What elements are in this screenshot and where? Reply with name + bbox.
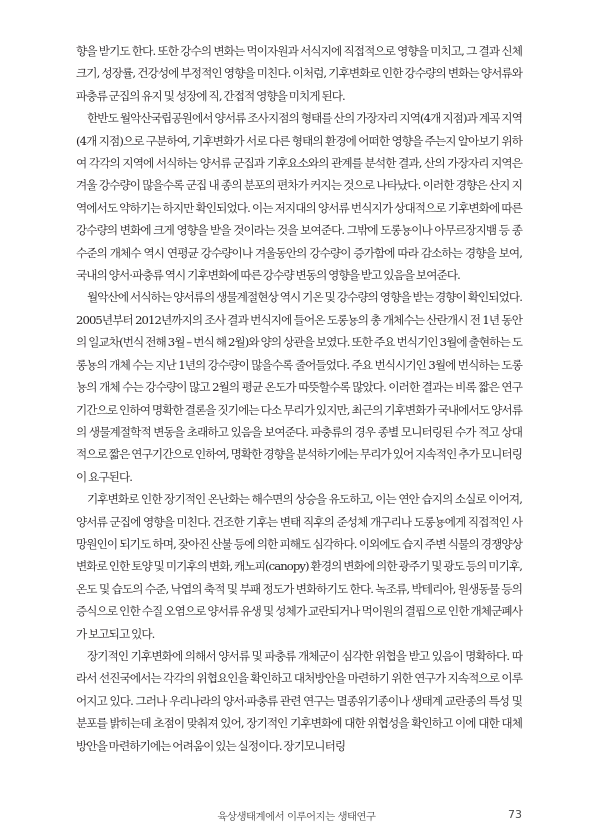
paragraph-1: 향을 받기도 한다. 또한 강수의 변화는 먹이자원과 서식지에 직접적으로 영향을 미치고, 그 결과 신체크기, 성장률, 건강성에 부정적인 영향을 미친다. 이처럼, 기후변화로 인한 강수량의 변화는 양서류와 파충류 군집의 유지 및 성장에 직, 간접적 영향을 미치게 된다. — [76, 44, 522, 103]
paragraph-5: 장기적인 기후변화에 의해서 양서류 및 파충류 개체군이 심각한 위협을 받고 있음이 명확하다. 따라서 선진국에서는 각각의 위협요인을 확인하고 대처방안을 마련하기 위한 연구가 지속적으로 이루어지고 있다. 그러나 우리나라의 양서·파충류 관련 연구는 멸종위기종이나 생태계 교란종의 특성 및 분포를 밝히는데 초점이 맞춰져 있어, 장기적인 기후변화에 대한 위협성을 확인하고 이에 대한 대체방안을 마련하기에는 어려움이 있는 실정이다. 장기모니터링 — [76, 648, 522, 753]
running-footer-title: 육상생태계에서 이루어지는 생태연구 — [217, 811, 376, 823]
body-text — [76, 40, 522, 757]
paragraph-4: 기후변화로 인한 장기적인 온난화는 해수면의 상승을 유도하고, 이는 연안 습지의 소실로 이어져, 양서류 군집에 영향을 미친다. 건조한 기후는 변태 직후의 준성체 개구리나 도롱뇽에게 직접적인 사망원인이 되기도 하며, 잦아진 산불 등에 의한 피해도 심각하다. 이외에도 습지 주변 식물의 경쟁양상 변화로 인한 토양 및 미기후의 변화, 캐노피(canopy) 환경의 변화에 의한 광주기 및 광도 등의 미기후, 온도 및 습도의 수준, 낙엽의 축적 및 부패 정도가 변화하기도 한다. 녹조류, 박테리아, 원생동물 등의 증식으로 인한 수질 오염으로 양서류 유생 및 성체가 교란되거나 먹이원의 결핍으로 인한 개체군폐사가 보고되고 있다. — [76, 492, 522, 641]
page-footer — [0, 808, 593, 824]
paragraph-2: 한반도 월악산국립공원에서 양서류 조사지점의 형태를 산의 가장자리 지역(4개 지점)과 계곡 지역(4개 지점)으로 구분하여, 기후변화가 서로 다른 형태의 환경에 어떠한 영향을 주는지 알아보기 위하여 각각의 지역에 서식하는 양서류 군집과 기후요소와의 관계를 분석한 결과, 산의 가장자리 지역은 겨울 강수량이 많을수록 군집 내 종의 분포의 편차가 커지는 것으로 나타났다. 이러한 경향은 산지 지역에서도 약하기는 하지만 확인되었다. 이는 저지대의 양서류 번식지가 상대적으로 기후변화에 따른 강수량의 변화에 크게 영향을 받을 것이라는 것을 보여준다. 그밖에 도롱뇽이나 아무르장지뱀 등 종 수준의 개체수 역시 연평균 강수량이나 겨울동안의 강수량이 증가함에 따라 감소하는 경향을 보여, 국내의 양서·파충류 역시 기후변화에 따른 강수량 변동의 영향을 받고 있음을 보여준다. — [76, 111, 522, 283]
paragraph-3: 월악산에 서식하는 양서류의 생물계절현상 역시 기온 및 강수량의 영향을 받는 경향이 확인되었다. 2005년부터 2012년까지의 조사 결과 번식지에 들어온 도롱뇽의 총 개체수는 산란개시 전 1년 동안의 일교차(번식 전해 3월 – 번식 해 2월)와 양의 상관을 보였다. 또한 주요 번식기인 3월에 출현하는 도롱뇽의 개체 수는 지난 1년의 강수량이 많을수록 줄어들었다. 주요 번식시기인 3월에 번식하는 도롱뇽의 개체 수는 강수량이 많고 2월의 평균 온도가 따뜻할수록 많았다. 이러한 결과는 비록 짧은 연구기간으로 인하여 명확한 결론을 짓기에는 다소 무리가 있지만, 최근의 기후변화가 국내에서도 양서류의 생물계절학적 변동을 초래하고 있음을 보여준다. 파충류의 경우 종별 모니터링된 수가 적고 상대적으로 짧은 연구기간으로 인하여, 명확한 경향을 분석하기에는 무리가 있어 지속적인 추가 모니터링이 요구된다. — [76, 290, 522, 484]
page-number: 73 — [508, 808, 522, 821]
